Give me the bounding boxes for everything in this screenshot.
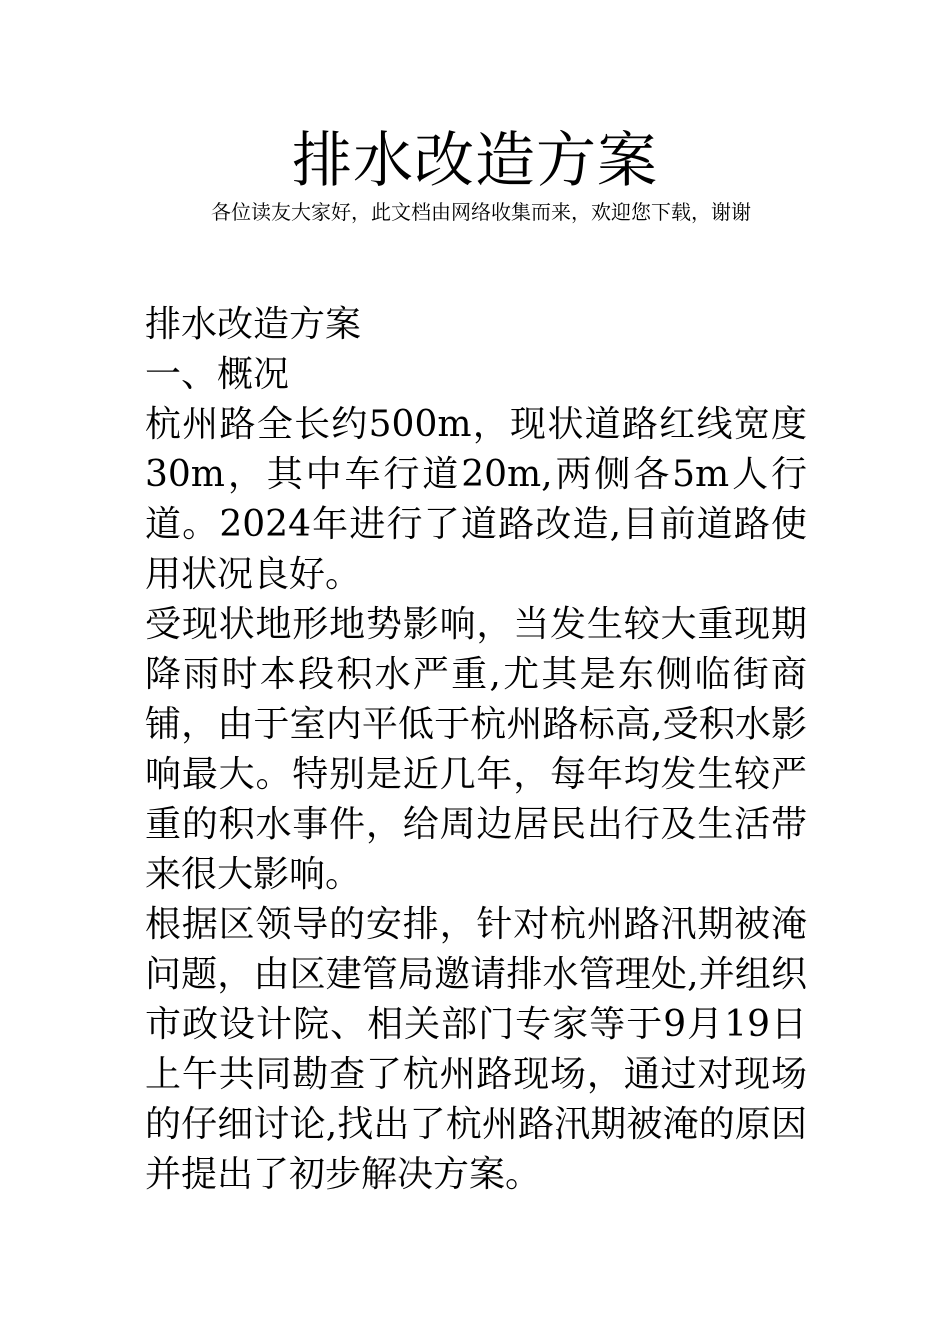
paragraph-site-survey: 根据区领导的安排，针对杭州路汛期被淹问题，由区建管局邀请排水管理处,并组织市政设计院、相关部门专家等于9月19日上午共同勘查了杭州路现场，通过对现场的仔细讨论,找出了杭州路汛期被淹的原因并提出了初步解决方案。: [145, 904, 807, 1195]
section-title-overview: 一、概况: [145, 354, 290, 395]
paragraph-flooding-impact: 受现状地形地势影响，当发生较大重现期降雨时本段积水严重,尤其是东侧临街商铺，由于室内平低于杭州路标高,受积水影响最大。特别是近几年，每年均发生较严重的积水事件，给周边居民出行及生活带来很大影响。: [145, 604, 807, 895]
paragraph-road-overview: 杭州路全长约500m，现状道路红线宽度30m，其中车行道20m,两侧各5m人行道。2024年进行了道路改造,目前道路使用状况良好。: [145, 404, 807, 595]
document-title: 排水改造方案: [292, 126, 658, 196]
body-heading: 排水改造方案: [145, 304, 362, 345]
document-body: [145, 300, 807, 1200]
download-notice: 各位读友大家好，此文档由网络收集而来，欢迎您下载，谢谢: [211, 200, 751, 224]
